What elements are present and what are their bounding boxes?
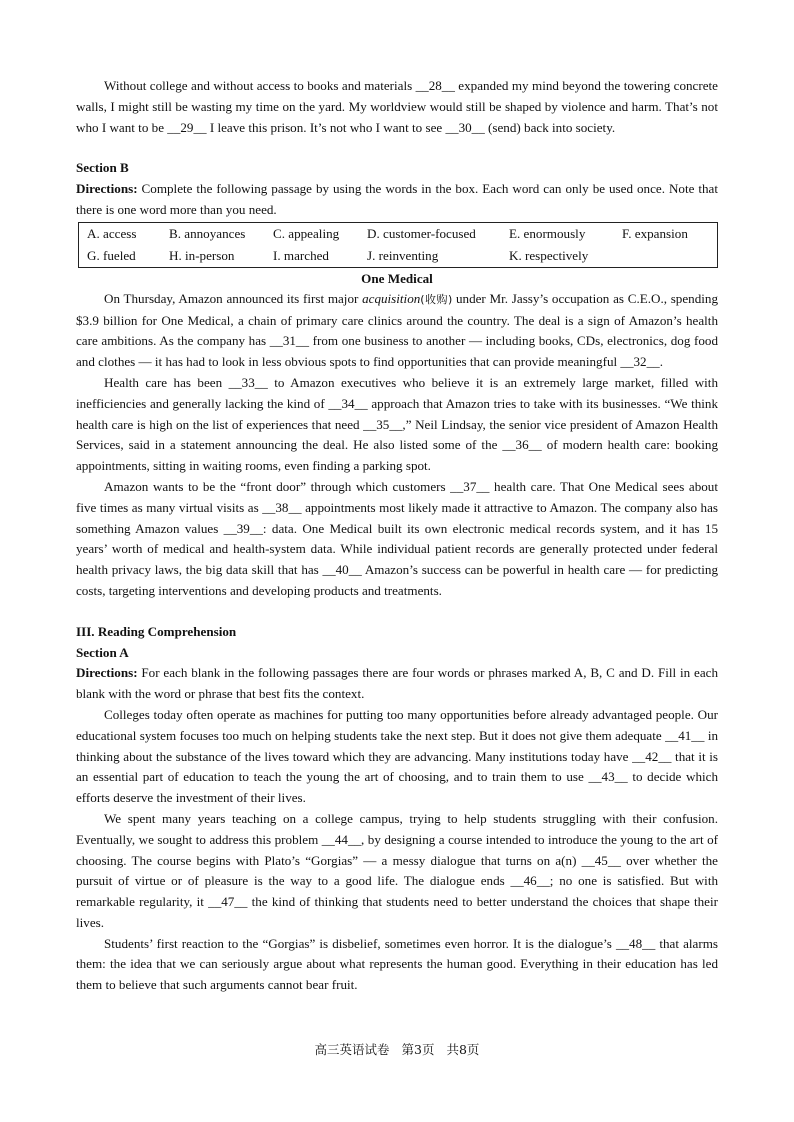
- text-run: under Mr. Jassy’s occupation as C.E.O., spending $3.9 billion for One Medical, a chain of primary care clinics around the country. The deal is a sign of Amazon’s health care ambitions. As the company has __31__ from one business to another — including books, CDs, electronics, dog food and clothes — it has had to look in less obvious spots to find opportunities that can provide meaningful __32__.: [76, 290, 718, 370]
- section-b-heading: Section B: [76, 160, 129, 176]
- word-box: [78, 222, 718, 268]
- passage-paragraph-2: Health care has been __33__ to Amazon executives who believe it is an extremely large market, filled with inefficiencies and generally lacking the kind of __34__ approach that Amazon tries to take with its businesses. “We think health care is high on the list of experiences that need __35__,” Neil Lindsay, the senior vice president of Amazon Health Services, said in a statement announcing the deal. He also listed some of the __36__ of modern health care: booking appointments, sitting in waiting rooms, even finding a parking spot.: [76, 374, 718, 474]
- reading-paragraph-3: Students’ first reaction to the “Gorgias” is disbelief, sometimes even horror. It is the dialogue’s __48__ that alarms them: the idea that we can seriously argue about what represents the human good. Everything in their education has led them to believe that such arguments cannot bear fruit.: [76, 935, 718, 993]
- passage-paragraph-1: [76, 289, 718, 373]
- word-option: E. enormously: [509, 225, 586, 241]
- section-a-heading: Section A: [76, 644, 129, 660]
- word-option: J. reinventing: [367, 247, 439, 263]
- word-option: F. expansion: [622, 225, 688, 241]
- section-a-directions: [76, 663, 718, 705]
- word-box-row: [79, 223, 717, 245]
- total-pages: 共8页: [446, 1042, 480, 1057]
- exam-page: [76, 76, 718, 996]
- page-number: 第3页: [401, 1042, 435, 1057]
- text-run: On Thursday, Amazon announced its first major: [104, 290, 363, 306]
- word-option: I. marched: [273, 247, 329, 263]
- directions-text: For each blank in the following passages there are four words or phrases marked A, B, C and D. Fill in each blank with the word or phrase that best fits the context.: [76, 665, 718, 702]
- directions-label: Directions:: [76, 181, 138, 197]
- word-option: B. annoyances: [169, 225, 246, 241]
- word-option: [622, 245, 712, 267]
- chinese-gloss: (收购): [420, 292, 453, 306]
- word-option: H. in-person: [169, 247, 235, 263]
- intro-paragraph: Without college and without access to books and materials __28__ expanded my mind beyond the towering concrete walls, I might still be wasting my time on the yard. My worldview would still be shaped by violence and harm. That’s not who I want to be __29__ I leave this prison. It’s not who I want to see __30__ (send) back into society.: [76, 78, 718, 135]
- part-three-heading: III. Reading Comprehension: [76, 623, 237, 639]
- word-option: D. customer-focused: [367, 225, 476, 241]
- page-footer: [0, 1040, 794, 1058]
- word-option: K. respectively: [509, 247, 589, 263]
- directions-label: Directions:: [76, 665, 138, 681]
- passage-title: One Medical: [361, 270, 433, 286]
- directions-text: Complete the following passage by using the words in the box. Each word can only be used once. Note that there is one word more than you need.: [76, 181, 718, 217]
- section-b-directions: [76, 179, 718, 221]
- passage-paragraph-3: Amazon wants to be the “front door” through which customers __37__ health care. That One Medical sees about five times as many virtual visits as __38__ appointments most likely made it attractive to Amazon. The company also has something Amazon values __39__: data. One Medical built its own electronic medical records system, and it has 15 years’ worth of medical and health-system data. While individual patient records are generally protected under federal health privacy laws, the big data skill that has __40__ Amazon’s success can be powerful in health care — for predicting costs, targeting interventions and developing products and treatments.: [76, 478, 718, 598]
- reading-paragraph-2: We spent many years teaching on a college campus, trying to help students struggling with their confusion. Eventually, we sought to address this problem __44__, by designing a course intended to introduce the young to the art of choosing. The course begins with Plato’s “Gorgias” — a messy dialogue that turns on a(n) __45__ over whether the pursuit of virtue or of pleasure is the way to a good life. The dialogue ends __46__; no one is satisfied. But with remarkable regularity, it __47__ the kind of thinking that students need to better understand the choices that shape their lives.: [76, 810, 718, 930]
- word-option: A. access: [87, 225, 137, 241]
- exam-name: 高三英语试卷: [314, 1042, 390, 1057]
- word-option: G. fueled: [87, 247, 136, 263]
- italic-term: acquisition: [362, 290, 421, 306]
- reading-paragraph-1: Colleges today often operate as machines for putting too many opportunities before already advantaged people. Our educational system focuses too much on helping students take the next step. But it does not give them adequate __41__ in thinking about the substance of the lives toward which they are advancing. Many institutions today have __42__ that it is an essential part of education to teach the young the art of choosing, and to train them to use __43__ to decide which efforts deserve the investment of their lives.: [76, 706, 718, 806]
- word-box-row: [79, 245, 717, 267]
- word-option: C. appealing: [273, 225, 340, 241]
